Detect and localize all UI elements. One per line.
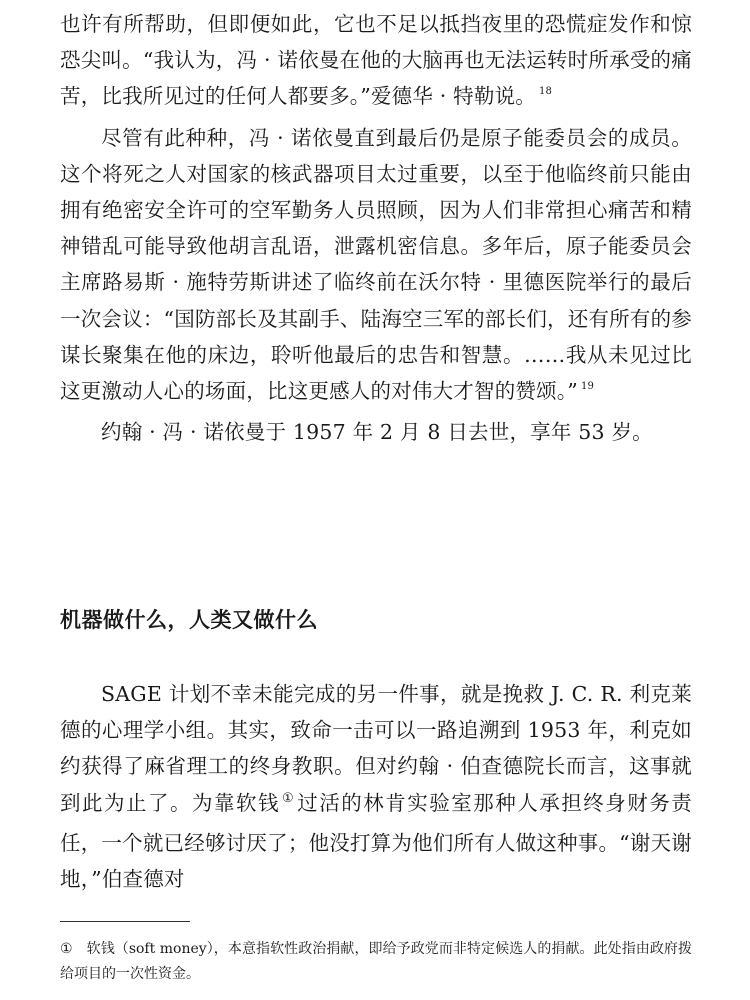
paragraph-text: 尽管有此种种，冯 · 诺依曼直到最后仍是原子能委员会的成员。这个将死之人对国家的核武器项目太过重要，以至于他临终前只能由拥有绝密安全许可的空军勤务人员照顾，因为人们非常担心痛苦和精神错乱可能导致他胡言乱语，泄露机密信息。多年后，原子能委员会主席路易斯 · 施特劳斯讲述了临终前在沃尔特 · 里德医院举行的最后一次会议：“国防部长及其副手、陆海空三军的部长们，还有所有的参谋长聚集在他的床边，聆听他最后的忠告和智慧。……我从未见过比这更激动人心的场面，比这更感人的对伟大才智的赞颂。” [60,125,692,404]
paragraph-sage [60,676,692,897]
endnote-ref-18[interactable]: 18 [538,86,553,98]
section-heading: 机器做什么，人类又做什么 [60,608,318,632]
book-page [60,0,692,1000]
paragraph-aec-member [60,120,692,415]
paragraph-continuation [60,6,692,120]
paragraph-text: 过活的林肯实验室那种人承担终身财务责任，一个就已经够讨厌了；他没打算为他们所有人做这种事。“谢天谢地，”伯查德对 [60,790,692,892]
paragraph-death: 约翰 · 冯 · 诺依曼于 1957 年 2 月 8 日去世，享年 53 岁。 [101,420,653,445]
footnote-ref-1[interactable]: ① [282,790,296,806]
paragraph-text: 也许有所帮助，但即便如此，它也不足以抵挡夜里的恐慌症发作和惊恐尖叫。“我认为，冯 · 诺依曼在他的大脑再也无法运转时所承受的痛苦，比我所见过的任何人都要多。”爱德华 · 特勒说。 [60,12,692,109]
footnote-text: 软钱（soft money），本意指软性政治捐献，即给予政党而非特定候选人的捐献。此处指由政府拨给项目的一次性资金。 [60,941,692,982]
top-text-block [60,6,692,450]
endnote-ref-19[interactable]: 19 [580,381,595,393]
footnote [60,937,692,987]
footnote-divider [60,921,190,922]
footnote-marker: ① [60,941,73,957]
bottom-text-block [60,676,692,897]
paragraph-text: SAGE 计划不幸未能完成的另一件事，就是挽救 J. C. R. 利克莱德的心理学小组。其实，致命一击可以一路追溯到 1953 年，利克如约获得了麻省理工的终身教职。但对约翰 · 伯查德院长而言，这事就到此为止了。为靠软钱 [60,682,692,815]
